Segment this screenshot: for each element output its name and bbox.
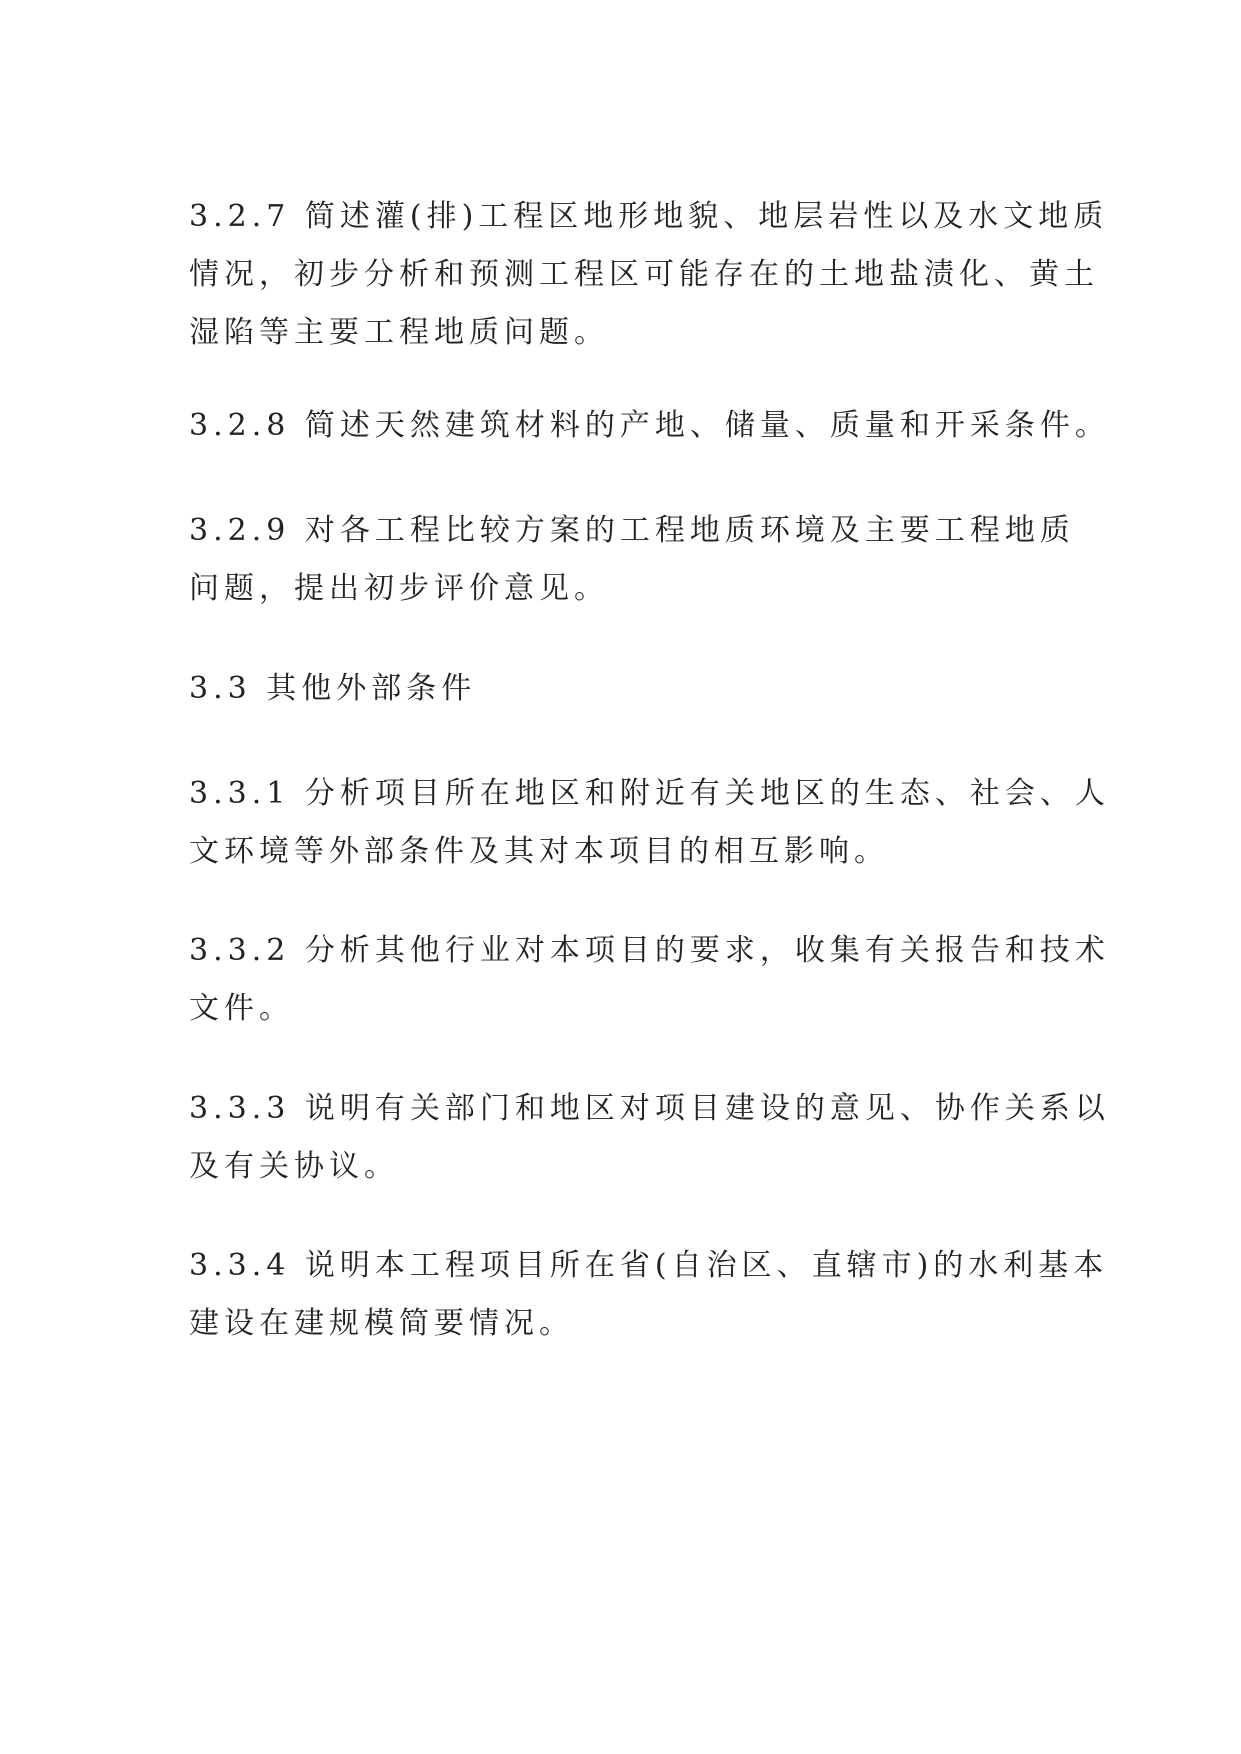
paragraph-3-3-3 bbox=[189, 1080, 1110, 1196]
text-line: 3.3 其他外部条件 bbox=[189, 671, 477, 706]
text-line: 湿陷等主要工程地质问题。 bbox=[189, 315, 609, 350]
paragraph-3-2-7 bbox=[189, 188, 1109, 362]
text-line: 3.3.3 说明有关部门和地区对项目建设的意见、协作关系以 bbox=[189, 1091, 1110, 1126]
paragraph-3-2-8 bbox=[189, 397, 1110, 455]
text-line: 建设在建规模简要情况。 bbox=[189, 1306, 574, 1341]
text-line: 情况，初步分析和预测工程区可能存在的土地盐渍化、黄土 bbox=[189, 257, 1099, 292]
paragraph-3-3-2 bbox=[189, 922, 1110, 1038]
text-line: 3.3.1 分析项目所在地区和附近有关地区的生态、社会、人 bbox=[189, 776, 1110, 811]
text-line: 3.3.2 分析其他行业对本项目的要求，收集有关报告和技术 bbox=[189, 933, 1110, 968]
paragraph-3-3-1 bbox=[189, 765, 1110, 881]
text-line: 问题，提出初步评价意见。 bbox=[189, 571, 609, 606]
text-line: 文环境等外部条件及其对本项目的相互影响。 bbox=[189, 834, 889, 869]
section-heading-3-3 bbox=[189, 660, 1069, 718]
text-line: 3.2.8 简述天然建筑材料的产地、储量、质量和开采条件。 bbox=[189, 408, 1110, 443]
text-line: 及有关协议。 bbox=[189, 1149, 399, 1184]
text-line: 文件。 bbox=[189, 991, 294, 1026]
text-line: 3.2.9 对各工程比较方案的工程地质环境及主要工程地质 bbox=[189, 513, 1075, 548]
text-line: 3.3.4 说明本工程项目所在省(自治区、直辖市)的水利基本 bbox=[189, 1248, 1109, 1283]
paragraph-3-3-4 bbox=[189, 1237, 1109, 1353]
text-line: 3.2.7 简述灌(排)工程区地形地貌、地层岩性以及水文地质 bbox=[189, 199, 1109, 234]
paragraph-3-2-9 bbox=[189, 502, 1075, 618]
